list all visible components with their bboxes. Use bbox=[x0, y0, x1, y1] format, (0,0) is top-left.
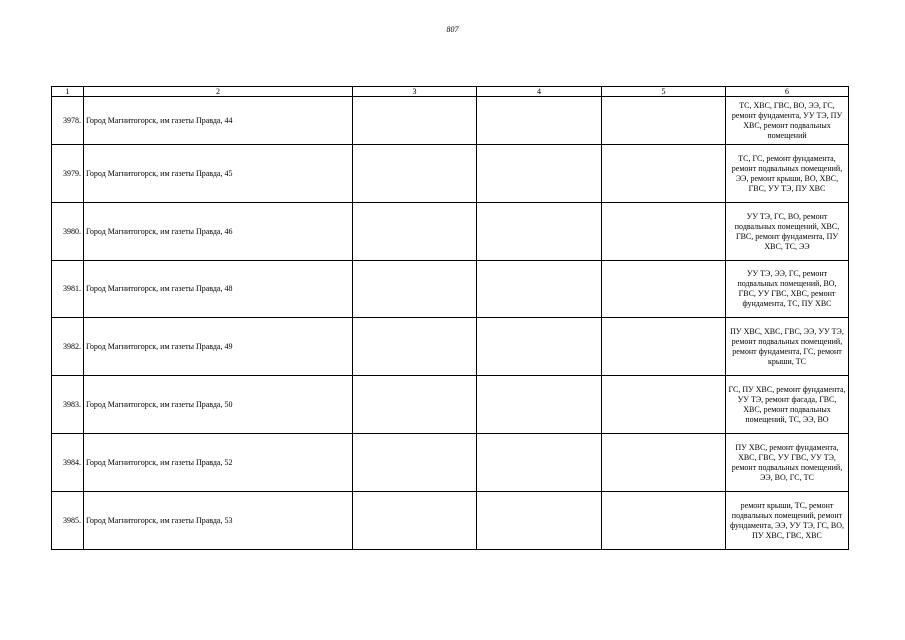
row-number: 3984. bbox=[52, 434, 84, 492]
row-cell-4 bbox=[477, 492, 602, 550]
row-cell-4 bbox=[477, 145, 602, 203]
row-cell-4 bbox=[477, 261, 602, 318]
register-table bbox=[51, 86, 849, 550]
row-cell-3 bbox=[353, 97, 477, 145]
row-cell-5 bbox=[602, 492, 726, 550]
row-works: ПУ ХВС, ремонт фундамента, ХВС, ГВС, УУ ГВС, УУ ТЭ, ремонт подвальных помещений, ЭЭ, ВО, ГС, ТС bbox=[726, 434, 849, 492]
row-address: Город Магнитогорск, им газеты Правда, 52 bbox=[84, 434, 353, 492]
header-row bbox=[52, 87, 849, 97]
header-col-2: 2 bbox=[84, 87, 353, 97]
row-cell-4 bbox=[477, 97, 602, 145]
row-address: Город Магнитогорск, им газеты Правда, 45 bbox=[84, 145, 353, 203]
row-number: 3981. bbox=[52, 261, 84, 318]
row-cell-3 bbox=[353, 376, 477, 434]
row-cell-4 bbox=[477, 434, 602, 492]
row-number: 3982. bbox=[52, 318, 84, 376]
row-number: 3983. bbox=[52, 376, 84, 434]
row-works: ТС, ХВС, ГВС, ВО, ЭЭ, ГС, ремонт фундамента, УУ ТЭ, ПУ ХВС, ремонт подвальных помещений bbox=[726, 97, 849, 145]
row-works: ТС, ГС, ремонт фундамента, ремонт подвальных помещений, ЭЭ, ремонт крыши, ВО, ХВС, ГВС, УУ ТЭ, ПУ ХВС bbox=[726, 145, 849, 203]
page-number: 807 bbox=[446, 25, 459, 34]
table-row bbox=[52, 318, 849, 376]
row-cell-5 bbox=[602, 376, 726, 434]
row-works: ремонт крыши, ТС, ремонт подвальных помещений, ремонт фундамента, ЭЭ, УУ ТЭ, ГС, ВО, ПУ ХВС, ГВС, ХВС bbox=[726, 492, 849, 550]
table-row bbox=[52, 203, 849, 261]
row-cell-4 bbox=[477, 203, 602, 261]
row-number: 3985. bbox=[52, 492, 84, 550]
row-cell-4 bbox=[477, 318, 602, 376]
row-number: 3979. bbox=[52, 145, 84, 203]
table-row bbox=[52, 145, 849, 203]
row-address: Город Магнитогорск, им газеты Правда, 50 bbox=[84, 376, 353, 434]
row-cell-4 bbox=[477, 376, 602, 434]
row-number: 3980. bbox=[52, 203, 84, 261]
row-cell-5 bbox=[602, 261, 726, 318]
row-address: Город Магнитогорск, им газеты Правда, 49 bbox=[84, 318, 353, 376]
row-address: Город Магнитогорск, им газеты Правда, 46 bbox=[84, 203, 353, 261]
row-cell-3 bbox=[353, 318, 477, 376]
row-cell-3 bbox=[353, 492, 477, 550]
row-works: УУ ТЭ, ЭЭ, ГС, ремонт подвальных помещений, ВО, ГВС, УУ ГВС, ХВС, ремонт фундамента, ТС, ПУ ХВС bbox=[726, 261, 849, 318]
row-cell-3 bbox=[353, 261, 477, 318]
row-cell-5 bbox=[602, 145, 726, 203]
table-row bbox=[52, 376, 849, 434]
header-col-3: 3 bbox=[353, 87, 477, 97]
row-cell-3 bbox=[353, 145, 477, 203]
row-cell-3 bbox=[353, 203, 477, 261]
row-number: 3978. bbox=[52, 97, 84, 145]
header-col-6: 6 bbox=[726, 87, 849, 97]
row-address: Город Магнитогорск, им газеты Правда, 48 bbox=[84, 261, 353, 318]
header-col-4: 4 bbox=[477, 87, 602, 97]
header-col-5: 5 bbox=[602, 87, 726, 97]
row-address: Город Магнитогорск, им газеты Правда, 44 bbox=[84, 97, 353, 145]
table-header bbox=[52, 87, 849, 97]
header-col-1: 1 bbox=[52, 87, 84, 97]
table-row bbox=[52, 434, 849, 492]
table-row bbox=[52, 97, 849, 145]
row-cell-5 bbox=[602, 97, 726, 145]
row-cell-5 bbox=[602, 203, 726, 261]
table-body bbox=[52, 97, 849, 550]
row-works: ГС, ПУ ХВС, ремонт фундамента, УУ ТЭ, ремонт фасада, ГВС, ХВС, ремонт подвальных помещений, ТС, ЭЭ, ВО bbox=[726, 376, 849, 434]
row-address: Город Магнитогорск, им газеты Правда, 53 bbox=[84, 492, 353, 550]
row-cell-5 bbox=[602, 318, 726, 376]
table-row bbox=[52, 492, 849, 550]
row-cell-3 bbox=[353, 434, 477, 492]
row-works: ПУ ХВС, ХВС, ГВС, ЭЭ, УУ ТЭ, ремонт подвальных помещений, ремонт фундамента, ГС, ремонт крыши, ТС bbox=[726, 318, 849, 376]
row-works: УУ ТЭ, ГС, ВО, ремонт подвальных помещений, ХВС, ГВС, ремонт фундамента, ПУ ХВС, ТС, ЭЭ bbox=[726, 203, 849, 261]
row-cell-5 bbox=[602, 434, 726, 492]
table-row bbox=[52, 261, 849, 318]
